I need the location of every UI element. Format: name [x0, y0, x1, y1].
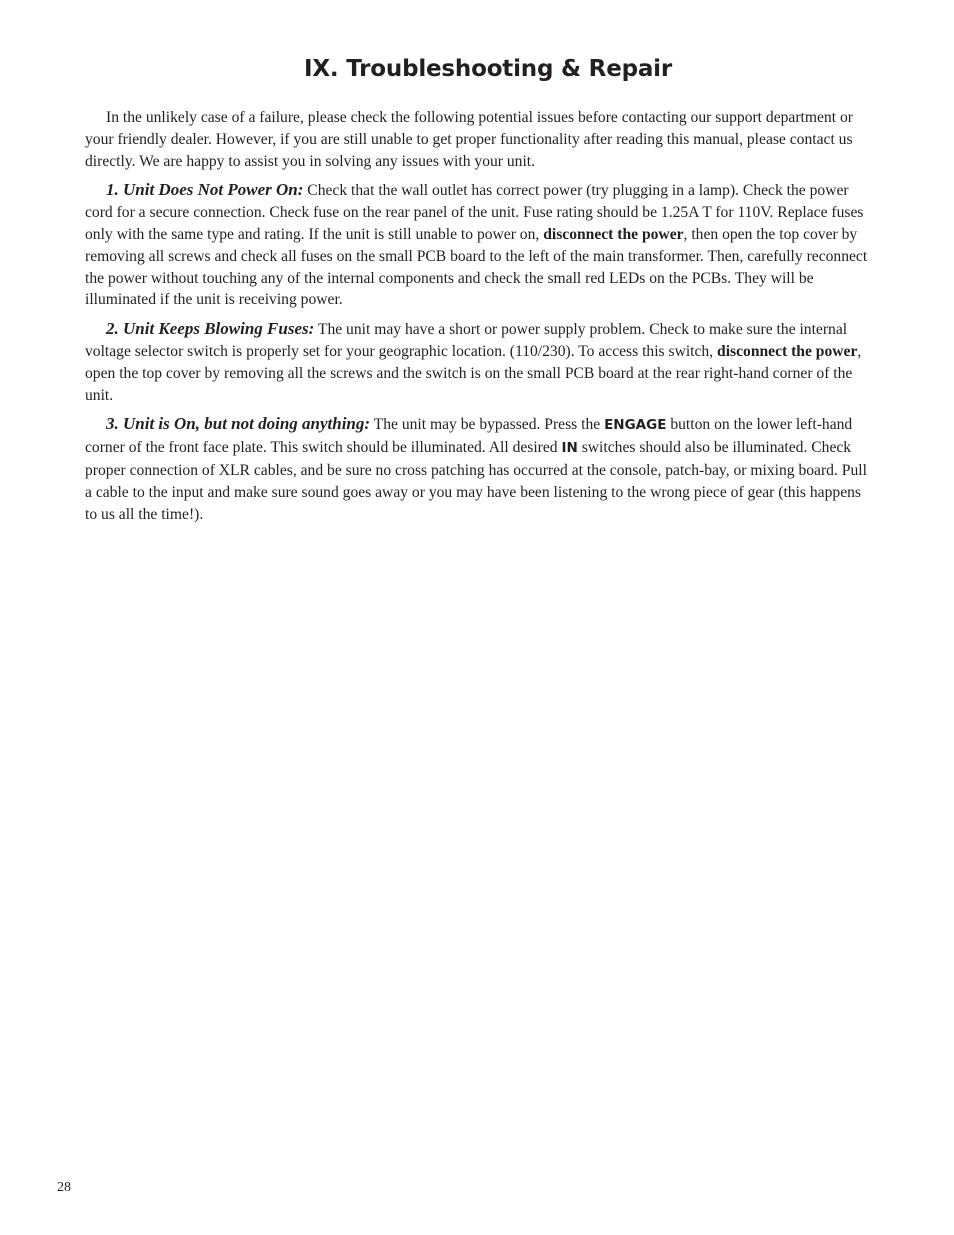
section-text: The unit may have a short or power supply problem. Check to make sure the internal voltage selector switch is properly set for your geographic location. (110/230). To access this switch, [85, 321, 848, 360]
section-fuses [85, 318, 870, 406]
section-not-working [85, 413, 870, 525]
section-text: button on the lower left-hand corner of the front face plate. This switch should be illuminated. All desired [85, 416, 853, 457]
section-bold-text: disconnect the power [543, 225, 684, 243]
section-text: , open the top cover by removing all the screws and the switch is on the small PCB board at the rear right-hand corner of the unit. [85, 342, 862, 404]
section-power [85, 179, 870, 311]
page-number: 28 [57, 1180, 71, 1195]
intro-paragraph: In the unlikely case of a failure, please check the following potential issues before contacting our support department or your friendly dealer. However, if you are still unable to get proper functionality after reading this manual, please contact us directly. We are happy to assist you in solving any issues with your unit. [85, 109, 853, 170]
section-heading: 3. Unit is On, but not doing anything: [106, 414, 371, 434]
section-text: switches should also be illuminated. Check proper connection of XLR cables, and be sure no cross patching has occurred at the console, patch-bay, or mixing board. Pull a cable to the input and make sure sound goes away or you may have been listening to the wrong piece of gear (this happens to us all the time!). [85, 439, 867, 523]
section-heading: 2. Unit Keeps Blowing Fuses: [106, 319, 315, 339]
engage-key-label: ENGAGE [604, 417, 667, 434]
in-key-label: IN [561, 440, 578, 457]
section-text: , then open the top cover by removing all screws and check all fuses on the small PCB board to the left of the main transformer. Then, carefully reconnect the power without touching any of the internal components and check the small red LEDs on the PCBs. They will be illuminated if the unit is receiving power. [85, 225, 868, 309]
section-text: Check that the wall outlet has correct power (try plugging in a lamp). Check the power cord for a secure connection. Check fuse on the rear panel of the unit. Fuse rating should be 1.25A T for 110V. Replace fuses only with the same type and rating. If the unit is still unable to power on, [85, 182, 864, 243]
body-text [85, 107, 870, 532]
page-title: IX. Troubleshooting & Repair [303, 56, 673, 82]
section-text: The unit may be bypassed. Press the [370, 416, 605, 434]
section-bold-text: disconnect the power [717, 342, 858, 360]
section-heading: 1. Unit Does Not Power On: [106, 180, 304, 200]
